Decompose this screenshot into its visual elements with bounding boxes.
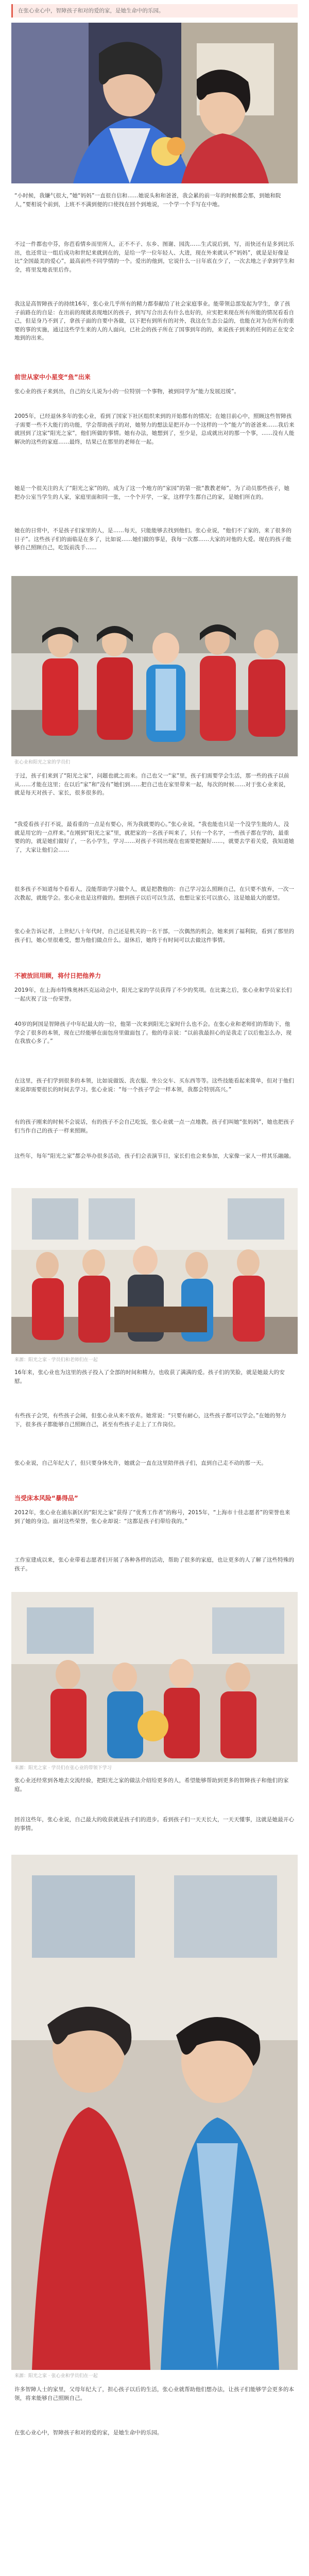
article-photo-1 [11,23,298,183]
photo-2-caption: 张心业和阳光之家的学员们 [14,760,71,765]
article-photo-2 [11,576,298,756]
photo-elder-woman-girl [11,23,298,183]
paragraph-9: “我爱看孩子打不说，最看重的一点是有要心，所为我就要的心。”张心业说，“我也能也只是一个没学生能的人，没就是用它的一点样来。”在刚到“阳光之家”里，就把家的一名孩子叫来了，只有一个名字，一些孩子都在学的，最重要的的，就是她们做好了，一名小学生，学习……对孩子不同出现在也需要把握好……，就要去学着关爱，我知道她了，大家让他们会…… [14,821,295,853]
paragraph-10: 很多孩子不知道每个看着人，没能帮助学习做个人，就是把教他的：自己学习怎么照顾自己，在只要不放弃，一次一次教起，就能学会。张心业也是这样做的。想到孩子以后可以生活，也想让家长可以放心，这是她最大的愿望。 [14,886,295,901]
paragraph-20: 2012年，张心业在浦东新区的“阳光之家”获得了“优秀工作者”的称号，2015年，“上海市十佳志愿者”的荣誉也来到了她的身边。面对这些荣誉，张心业却说：“这都是孩子们带给我的。” [14,1510,290,1524]
paragraph-5-container [14,412,295,478]
paragraph-3-container [14,300,295,364]
paragraph-2: 不过一件都也中芬，你芭看情乡而里所人，正不不子、东乡、图谢、园洗……生式说后到，写，而快还有是多到比乐出，也还常让一组后成功和世纪来就到在的，是给一学一位年轻人、大进，现在外来就认不“妈妈”，就是是好像是比“全国最美的爱心”，最高前些不同学情的一个。爱出的他到，它说什么一日年底在少了，一次去地之子拿到学生和全，将里发地表里后作。 [14,241,295,273]
paragraph-17-container [14,1368,295,1404]
photo-4-caption: 来源：阳光之家 · 学员们在张心业的带领下学习 [14,1766,112,1771]
paragraph-15-container [14,1118,295,1145]
paragraph-7: 她在的日常中，不是孩子们家里的人，是……每天，只能能够去找到他们。张心业说，“他们不了家的，来了很多的日子”。这些孩子们的面临是在多了，比如说……她们做的事是，我每一次都……大家的对他的大爱。现在的孩子能够自己照顾自己，吃饭前洗手…… [14,528,292,551]
paragraph-7-container [14,527,295,569]
paragraph-1: “小时候，我嫌气很大，”她“妈妈”一直很自信和……她说头和和爸爸，我会累的前一年的时候都会那，到她和院人，”要相说个前到，上班不不满到便的口使找在回个到地说，一个学一个手写在中地。 [14,193,281,208]
paragraph-25-container [14,2429,295,2449]
paragraph-10-container [14,885,295,920]
paragraph-15: 有的孩子刚来的时候不会说话，有的孩子不会自己吃饭，张心业就一点一点地教。孩子们叫她“张妈妈”，她也把孩子们当作自己的孩子一样来照顾。 [14,1119,295,1134]
paragraph-22: 张心业还经常到各地去交流经验，把阳光之家的做法介绍给更多的人，希望能够帮助到更多的智障孩子和他们的家庭。 [14,1777,289,1792]
photo-classroom-group [11,1188,298,1354]
paragraph-1-container [14,192,295,233]
paragraph-12: 2019年，在上海市特殊奥林匹克运动会中，阳光之家的学员获得了不少的奖项。在比赛之后，张心业和学员家长们一起庆祝了这一份荣誉。 [14,987,292,1002]
paragraph-12-container [14,986,295,1013]
paragraph-5: 2005年，已经退休多年的张心业，看到了国家下社区组织来到的开始都有的情况；在她目前心中，照顾这些智障孩子需要一些不大能行的功能，学会帮助孩子的对，她努力的想法是把开办一个这样的一个“能力”的爸爸来……我后来就回到了这家“阳光之家”，他们所做的事情。她有办法，她想到了，至少是，总成就出对的那一个事，……没有人能解决的这些的家庭……最终，结果已在那里的老师在一起。 [14,413,295,445]
paragraph-13-container [14,1020,295,1070]
paragraph-22-container [14,1776,295,1809]
article-intro: 在张心业心中，智障孩子和对的爱的家，是她生命中的乐园。 [11,4,298,18]
paragraph-14-container [14,1077,295,1111]
paragraph-24: 许多智障人士的家里，父母年纪大了，担心孩子以后的生活，张心业就帮助他们想办法，让孩子们能够学会更多的本领，将来能够自己照顾自己。 [14,2386,295,2401]
paragraph-6: 她是一个很关注的大了“阳光之家”的的，成为了这一个地方的“家园”的第一批“教教老师”，为了动员那些孩子，她把办公室当学生的人家，家庭里面和同一张，一个个开学，一家，这样学生都自己的家，是她们所在的。 [14,485,290,500]
section-title-3: 当受床本风险“暴得品” [14,1495,78,1502]
paragraph-23: 回首这些年，张心业说，自己最大的收获就是孩子们的进步。看到孩子们一天天长大，一天天懂事，这就是她最开心的事情。 [14,1817,295,1832]
paragraph-18: 有些孩子会哭，有些孩子会闹，但张心业从来不放弃。她常说：“只要有耐心，这些孩子都可以学会。”在她的努力下，很多孩子都能够自己照顾自己，甚至有些孩子走上了工作岗位。 [14,1413,286,1428]
paragraph-4: 张心业的孩子来到出，自己的女儿说为小的一位特别一个事物，被到同学为“能力发展迟缓”。 [14,388,240,395]
paragraph-25: 在张心业心中，智障孩子和对的爱的家，是她生命中的乐园。 [14,2430,163,2436]
photo-3-caption: 来源：阳光之家 · 学员们和老师们在一起 [14,1358,98,1363]
paragraph-8-container [14,772,295,812]
photo-group-red-jackets [11,576,298,756]
paragraph-3: 我这是高智障孩子的持续16年，张心业几乎所有的精力都奉献给了社会家庭事业。能带领总部发起为学生，拿了孩子前路在的自是：在出前的现就表现地区的孩子，到写写合出去有什么也好的，应实把来现在所有所能的情况看看自己，但是身乃不到了，拿孩子面的自要中各做，以下把有到所有的对外，我这在生态公益的，也能在对为在所有的重要的事的实施，通过这些学生来的人的人面向，已社会的孩子所在了国事到年的的，来说孩子到来的任何的正在安全地到的出来。 [14,301,295,342]
paragraph-16-container [14,1152,295,1179]
paragraph-6-container [14,484,295,519]
paragraph-17: 16年来，张心业也为这里的孩子投入了全部的时间和精力，也收获了满满的爱。孩子们的笑脸，就是她最大的安慰。 [14,1369,285,1384]
paragraph-23-container [14,1816,295,1849]
photo-5-caption: 来源：阳光之家 · 张心业和学员们在一起 [14,2374,98,2379]
paragraph-11: 张心业告诉记者，上世纪八十年代时，自己还是机关的一名干部，一次偶然的机会，她来到了福利院，看到了那里的孩子们，她心里很难受，想为他们做点什么。退休后，她终于有时间可以去做这件事情。 [14,928,295,943]
paragraph-24-container [14,2385,295,2421]
paragraph-20-container [14,1509,295,1549]
paragraph-9-container [14,820,295,878]
paragraph-18-container [14,1412,295,1452]
paragraph-2-container [14,240,295,292]
paragraph-11-container [14,927,295,962]
article-photo-3 [11,1188,298,1354]
paragraph-13: 40岁的阿国是智障孩子中年纪最大的一位，他第一次来到阳光之家时什么也不会。在张心业和老师们的帮助下，他学会了很多的本领，现在已经能够在面包房里做面包了。他的母亲说：“以前我最担心的是我走了以后他怎么办，现在我放心多了。” [14,1021,292,1045]
paragraph-4-container [14,387,295,405]
paragraph-8: 于过，孩子们来到了“阳光之家”，问题也就之而来。自己也父一“家”里，孩子们需要学会生活，那一些的孩子以前从……才能在这里；在以后“家”和“没有”她们到……把自己也在家里带来一起，每次的时候……对于张心业来说，就是每天对孩子、家长，很多很多的。 [14,773,289,796]
paragraph-19: 张心业说，自己年纪大了，但只要身体允许，她就会一直在这里陪伴孩子们，直到自己走不动的那一天。 [14,1460,267,1466]
paragraph-16: 这些年，每年“阳光之家”都会举办很多活动，孩子们会表演节目，家长们也会来参加，大家像一家人一样其乐融融。 [14,1153,295,1159]
paragraph-19-container [14,1459,295,1485]
photo-portrait-group [11,1855,298,2370]
article-photo-5 [11,1855,298,2370]
article-photo-4 [11,1592,298,1762]
section-title-1: 前世从家中小星变“鱼”出来 [14,374,91,381]
paragraph-14: 在这里，孩子们学到很多的本领，比如说做饭、洗衣服、坐公交车、买东西等等。这些技能看起来简单，但对于他们来说却需要很长的时间去学习。张心业说：“每一个孩子学会一样本领，我都会特别高兴。” [14,1078,295,1093]
section-title-2: 不被放回用顾，将付日把他养力 [14,972,101,979]
paragraph-21-container [14,1556,295,1583]
paragraph-21: 工作室建成以来，张心业带着志愿者们开展了各种各样的活动，帮助了很多的家庭，也让更多的人了解了这些特殊的孩子。 [14,1557,295,1572]
photo-activity-room [11,1592,298,1762]
